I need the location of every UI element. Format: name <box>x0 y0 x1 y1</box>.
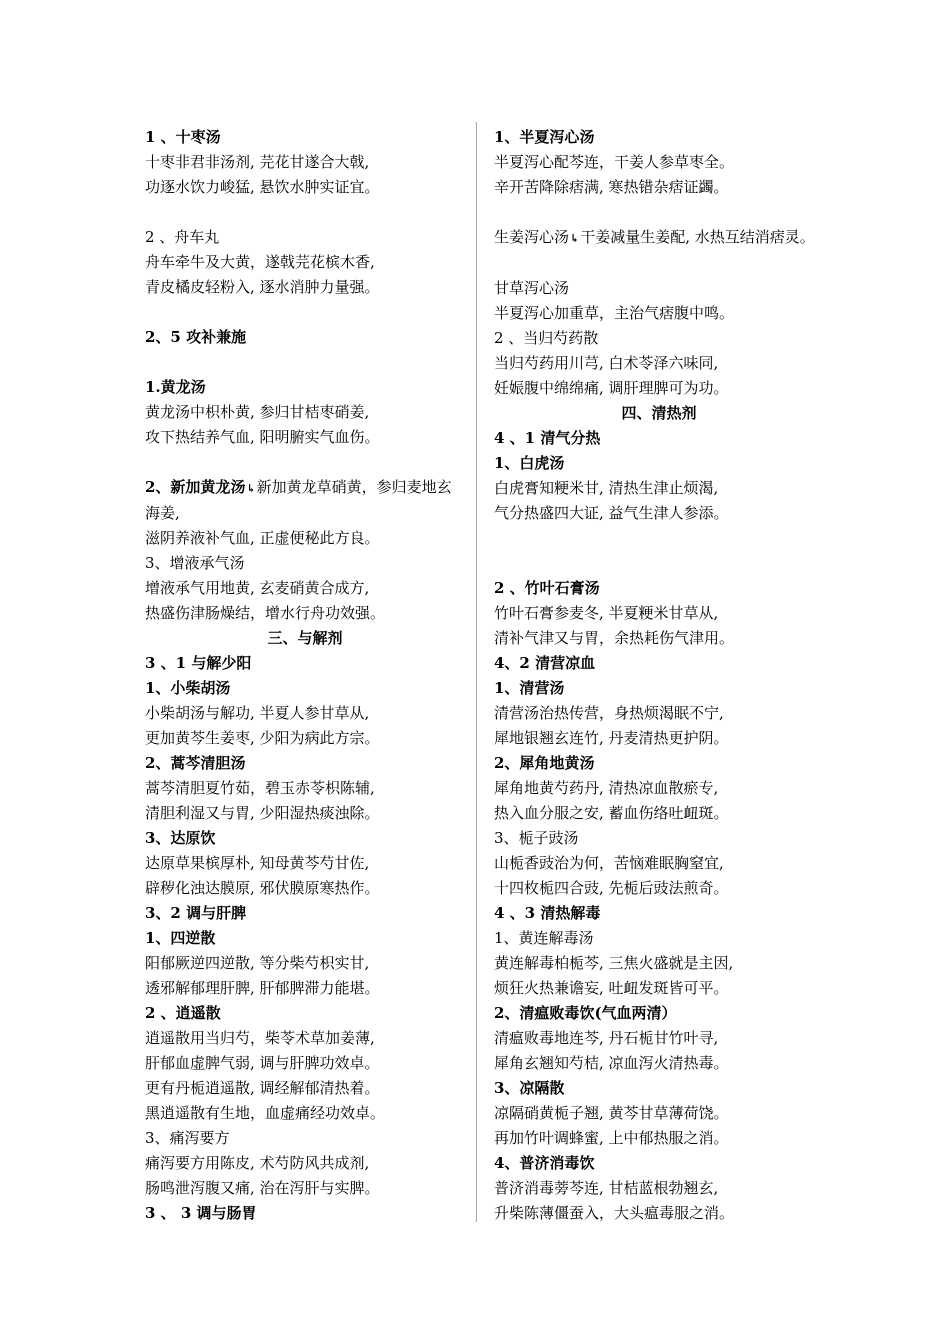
line-text: 1、白虎汤 <box>494 454 565 472</box>
text-line <box>145 726 465 751</box>
line-text: 犀角玄翘知芍桔, 凉血泻火清热毒。 <box>494 1054 729 1072</box>
line-text: 4、普济消毒饮 <box>494 1154 595 1172</box>
line-text: 更加黄芩生姜枣, 少阳为病此方宗。 <box>145 729 380 747</box>
line-text: 2 、竹叶石膏汤 <box>494 579 600 597</box>
text-line <box>494 951 824 976</box>
text-line <box>145 425 465 450</box>
column-divider <box>476 122 477 1222</box>
line-text: 再加竹叶调蜂蜜, 上中郁热服之消。 <box>494 1129 729 1147</box>
line-text: 热盛伤津肠燥结，增水行舟功效强。 <box>145 604 386 622</box>
line-text: 3、2 调与肝脾 <box>145 904 247 922</box>
line-text: 1、清营汤 <box>494 679 565 697</box>
text-line <box>145 976 465 1001</box>
section-heading <box>145 375 465 400</box>
text-line <box>494 1051 824 1076</box>
line-text: 增液承气用地黄, 玄麦硝黄合成方, <box>145 579 370 597</box>
line-text: 四、清热剂 <box>621 404 697 422</box>
line-text: 清胆利湿又与胃, 少阳湿热痰浊除。 <box>145 804 380 822</box>
text-line <box>145 225 465 250</box>
line-text: 黑逍遥散有生地，血虚痛经功效卓。 <box>145 1104 386 1122</box>
text-line <box>494 801 824 826</box>
section-heading <box>145 1201 465 1226</box>
section-heading <box>494 751 824 776</box>
text-line <box>494 1026 824 1051</box>
text-line <box>145 175 465 200</box>
line-text: 痛泻要方用陈皮, 术芍防风共成剂, <box>145 1154 370 1172</box>
line-continuation: 新加黄龙草硝黄，参归麦地玄海姜, <box>145 478 452 522</box>
section-heading <box>494 1001 824 1026</box>
text-line <box>145 776 465 801</box>
section-heading <box>145 475 465 526</box>
line-text: 3、增液承气汤 <box>145 554 245 572</box>
text-line <box>145 1126 465 1151</box>
line-text: 1、半夏泻心汤 <box>494 128 595 146</box>
line-text: 3、栀子豉汤 <box>494 829 579 847</box>
line-text: 3、痛泻要方 <box>145 1129 230 1147</box>
text-line <box>145 1176 465 1201</box>
line-text: 犀地银翘玄连竹, 丹麦清热更护阴。 <box>494 729 729 747</box>
line-text: 烦狂火热兼谵妄, 吐衄发斑皆可平。 <box>494 979 729 997</box>
line-continuation: 干姜减量生姜配, 水热互结消痞灵。 <box>580 228 815 246</box>
section-heading <box>494 651 824 676</box>
line-text: 逍遥散用当归芍，柴苓术草加姜薄, <box>145 1029 375 1047</box>
line-text: 3 、 3 调与肠胃 <box>145 1204 257 1222</box>
line-text: 辛开苦降除痞满, 寒热错杂痞证蠲。 <box>494 178 729 196</box>
line-text: 小柴胡汤与解功, 半夏人参甘草从, <box>145 704 370 722</box>
line-text: 凉隔硝黄栀子翘, 黄芩甘草薄荷饶。 <box>494 1104 729 1122</box>
section-heading <box>494 426 824 451</box>
section-heading <box>494 1076 824 1101</box>
text-line <box>145 250 465 275</box>
text-line <box>494 726 824 751</box>
section-heading <box>145 1001 465 1026</box>
text-line <box>494 476 824 501</box>
section-heading <box>494 676 824 701</box>
line-text: 半夏泻心加重草，主治气痞腹中鸣。 <box>494 304 735 322</box>
line-text: 白虎膏知粳米甘, 清热生津止烦渴, <box>494 479 719 497</box>
line-text: 肠鸣泄泻腹又痛, 治在泻肝与实脾。 <box>145 1179 380 1197</box>
line-text: 2 、舟车丸 <box>145 228 220 246</box>
text-line <box>145 876 465 901</box>
line-text: 1 、十枣汤 <box>145 128 221 146</box>
text-line <box>494 776 824 801</box>
line-text: 犀角地黄芍药丹, 清热凉血散瘀专, <box>494 779 719 797</box>
line-text: 甘草泻心汤 <box>494 279 570 297</box>
section-heading <box>145 651 465 676</box>
text-line <box>494 351 824 376</box>
text-line <box>145 951 465 976</box>
text-line <box>494 376 824 401</box>
line-text: 三、与解剂 <box>267 629 343 647</box>
arrow-icon: ↳ <box>570 232 580 245</box>
blank-line <box>494 200 824 225</box>
line-text: 清营汤治热传营，身热烦渴眠不宁, <box>494 704 724 722</box>
text-line <box>145 801 465 826</box>
line-text: 2、新加黄龙汤 <box>145 478 246 496</box>
line-text: 2 、逍遥散 <box>145 1004 221 1022</box>
section-heading <box>494 401 824 426</box>
section-heading <box>494 451 824 476</box>
line-text: 4 、1 清气分热 <box>494 429 601 447</box>
section-heading <box>145 676 465 701</box>
line-text: 功逐水饮力峻猛, 悬饮水肿实证宜。 <box>145 178 380 196</box>
left-column <box>145 125 465 1226</box>
line-text: 达原草果槟厚朴, 知母黄芩芍甘佐, <box>145 854 370 872</box>
line-text: 山栀香豉治为何，苦恼难眠胸窒宜, <box>494 854 724 872</box>
text-line <box>145 576 465 601</box>
text-line <box>494 225 824 251</box>
line-text: 更有丹栀逍遥散, 调经解郁清热着。 <box>145 1079 380 1097</box>
text-line <box>145 1101 465 1126</box>
line-text: 妊娠腹中绵绵痛, 调肝理脾可为功。 <box>494 379 729 397</box>
text-line <box>145 551 465 576</box>
blank-line <box>494 551 824 576</box>
line-text: 2、蒿芩清胆汤 <box>145 754 246 772</box>
text-line <box>145 1151 465 1176</box>
section-heading <box>494 125 824 150</box>
blank-line <box>145 200 465 225</box>
line-text: 2 、当归芍药散 <box>494 329 599 347</box>
line-text: 青皮橘皮轻粉入, 逐水消肿力量强。 <box>145 278 380 296</box>
section-heading <box>145 901 465 926</box>
line-text: 热入血分服之安, 蓄血伤络吐衄斑。 <box>494 804 729 822</box>
line-text: 1.黄龙汤 <box>145 378 206 396</box>
text-line <box>494 1201 824 1226</box>
section-heading <box>494 901 824 926</box>
line-text: 升柴陈薄僵蚕入，大头瘟毒服之消。 <box>494 1204 735 1222</box>
line-text: 滋阴养液补气血, 正虚便秘此方良。 <box>145 529 380 547</box>
line-text: 肝郁血虚脾气弱, 调与肝脾功效卓。 <box>145 1054 380 1072</box>
line-text: 舟车牵牛及大黄，遂戟芫花槟木香, <box>145 253 375 271</box>
line-text: 2、清瘟败毒饮(气血两清） <box>494 1004 677 1022</box>
text-line <box>145 150 465 175</box>
line-text: 清瘟败毒地连芩, 丹石栀甘竹叶寻, <box>494 1029 719 1047</box>
text-line <box>494 601 824 626</box>
line-text: 黄龙汤中枳朴黄, 参归甘桔枣硝姜, <box>145 403 370 421</box>
text-line <box>494 926 824 951</box>
text-line <box>494 276 824 301</box>
line-text: 2、犀角地黄汤 <box>494 754 595 772</box>
text-line <box>494 501 824 526</box>
line-text: 蒿芩清胆夏竹茹，碧玉赤苓枳陈辅, <box>145 779 375 797</box>
blank-line <box>145 450 465 475</box>
blank-line <box>494 251 824 276</box>
text-line <box>494 326 824 351</box>
text-line <box>145 601 465 626</box>
text-line <box>494 876 824 901</box>
text-line <box>145 1076 465 1101</box>
text-line <box>494 1176 824 1201</box>
line-text: 3、凉隔散 <box>494 1079 565 1097</box>
section-heading <box>145 125 465 150</box>
blank-line <box>145 300 465 325</box>
line-text: 1、小柴胡汤 <box>145 679 231 697</box>
line-text: 十枣非君非汤剂, 芫花甘遂合大戟, <box>145 153 370 171</box>
line-text: 3、达原饮 <box>145 829 216 847</box>
text-line <box>145 275 465 300</box>
line-text: 1、黄连解毒汤 <box>494 929 594 947</box>
text-line <box>494 1126 824 1151</box>
line-text: 黄连解毒柏栀芩, 三焦火盛就是主因, <box>494 954 734 972</box>
text-line <box>145 526 465 551</box>
section-heading <box>145 826 465 851</box>
text-line <box>494 150 824 175</box>
line-text: 生姜泻心汤 <box>494 228 570 246</box>
text-line <box>494 826 824 851</box>
line-text: 竹叶石膏参麦冬, 半夏粳米甘草从, <box>494 604 719 622</box>
text-line <box>494 1101 824 1126</box>
text-line <box>145 1026 465 1051</box>
text-line <box>145 400 465 425</box>
line-text: 阳郁厥逆四逆散, 等分柴芍枳实甘, <box>145 954 370 972</box>
line-text: 气分热盛四大证, 益气生津人参添。 <box>494 504 729 522</box>
blank-line <box>494 526 824 551</box>
line-text: 1、四逆散 <box>145 929 216 947</box>
line-text: 辟秽化浊达膜原, 邪伏膜原寒热作。 <box>145 879 380 897</box>
text-line <box>145 851 465 876</box>
line-text: 4、2 清营凉血 <box>494 654 596 672</box>
section-heading <box>145 325 465 350</box>
line-text: 攻下热结养气血, 阳明腑实气血伤。 <box>145 428 380 446</box>
text-line <box>145 701 465 726</box>
section-heading <box>145 926 465 951</box>
text-line <box>494 626 824 651</box>
line-text: 2、5 攻补兼施 <box>145 328 247 346</box>
section-heading <box>494 576 824 601</box>
section-heading <box>145 626 465 651</box>
line-text: 当归芍药用川芎, 白术苓泽六味同, <box>494 354 719 372</box>
text-line <box>145 1051 465 1076</box>
text-line <box>494 701 824 726</box>
text-line <box>494 851 824 876</box>
right-column <box>494 125 824 1226</box>
line-text: 清补气津又与胃，余热耗伤气津用。 <box>494 629 735 647</box>
text-line <box>494 301 824 326</box>
line-text: 4 、3 清热解毒 <box>494 904 601 922</box>
line-text: 十四枚栀四合豉, 先栀后豉法煎奇。 <box>494 879 729 897</box>
line-text: 3 、1 与解少阳 <box>145 654 252 672</box>
text-line <box>494 976 824 1001</box>
section-heading <box>494 1151 824 1176</box>
blank-line <box>145 350 465 375</box>
line-text: 普济消毒蒡芩连, 甘桔蓝根勃翘玄, <box>494 1179 719 1197</box>
section-heading <box>145 751 465 776</box>
text-line <box>494 175 824 200</box>
line-text: 半夏泻心配芩连，干姜人参草枣全。 <box>494 153 735 171</box>
line-text: 透邪解郁理肝脾, 肝郁脾滞力能堪。 <box>145 979 380 997</box>
arrow-icon: ↳ <box>246 482 256 495</box>
